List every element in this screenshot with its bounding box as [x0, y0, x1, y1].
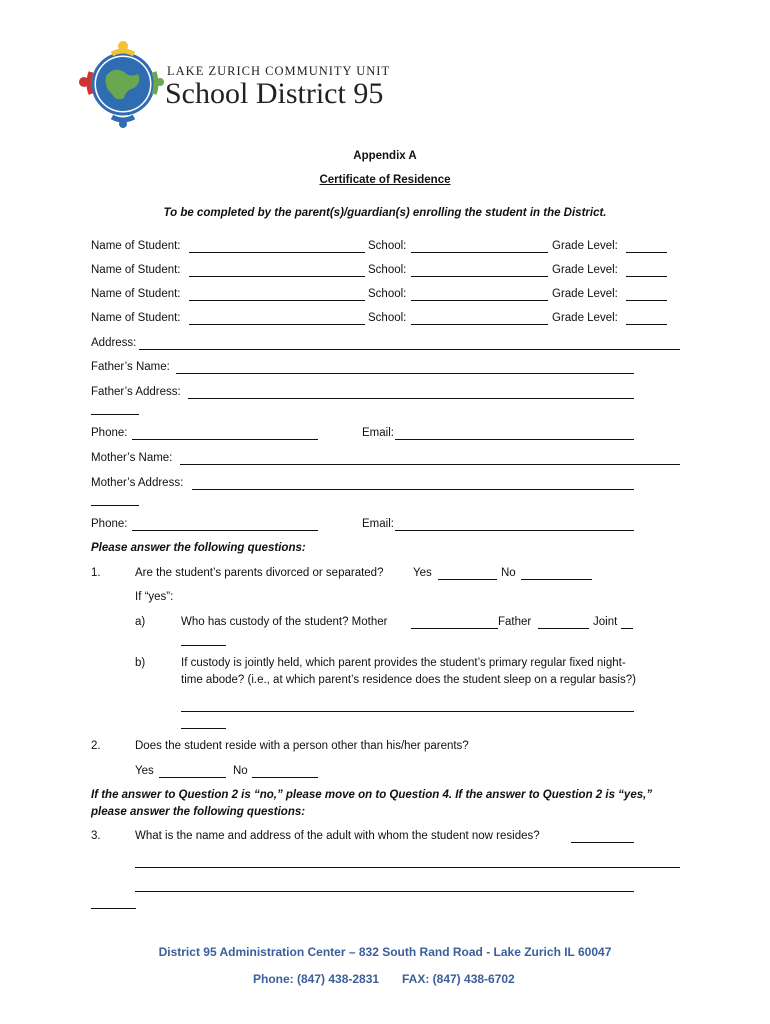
q1b-label: b) [135, 657, 146, 669]
appendix-title: Appendix A [353, 150, 417, 162]
q1-no-field[interactable] [521, 579, 592, 580]
instruction-text: To be completed by the parent(s)/guardian(s) enrolling the student in the District. [163, 207, 607, 219]
q1-yes-label: Yes [413, 567, 432, 579]
school-field[interactable] [411, 276, 548, 277]
q2-no-field[interactable] [252, 777, 318, 778]
if-yes-label: If “yes”: [135, 591, 174, 603]
q1-no-label: No [501, 567, 516, 579]
school-label: School: [368, 264, 407, 276]
student-name-field[interactable] [189, 276, 365, 277]
student-name-label: Name of Student: [91, 240, 181, 252]
school-field[interactable] [411, 300, 548, 301]
q3-text: What is the name and address of the adult with whom the student now resides? [135, 830, 540, 842]
grade-label: Grade Level: [552, 312, 618, 324]
joint-label: Joint [593, 616, 618, 628]
student-name-field[interactable] [189, 300, 365, 301]
q3-answer-line2[interactable] [135, 867, 680, 868]
q1-yes-field[interactable] [438, 579, 497, 580]
father-label: Father [498, 616, 532, 628]
q3-number: 3. [91, 830, 101, 842]
q2-text: Does the student reside with a person other than his/her parents? [135, 740, 469, 752]
father-phone-field[interactable] [132, 439, 318, 440]
logo-line1: LAKE ZURICH COMMUNITY UNIT [167, 64, 391, 78]
grade-field[interactable] [626, 300, 667, 301]
q1-text: Are the student’s parents divorced or separated? [135, 567, 384, 579]
mother-phone-field[interactable] [132, 530, 318, 531]
fathers-address-label: Father’s Address: [91, 386, 181, 398]
q1b-text-line1: If custody is jointly held, which parent provides the student’s primary regular fixed night- [181, 657, 626, 669]
joint-custody-field[interactable] [621, 628, 633, 629]
father-email-field[interactable] [395, 439, 634, 440]
q2-yes-label: Yes [135, 765, 154, 777]
q3-answer-line4[interactable] [91, 908, 136, 909]
mothers-name-label: Mother’s Name: [91, 452, 173, 464]
fathers-name-label: Father’s Name: [91, 361, 170, 373]
q3-answer-field[interactable] [571, 842, 634, 843]
mother-email-label: Email: [362, 518, 394, 530]
district-logo [76, 38, 166, 128]
footer-phone: Phone: (847) 438-2831 [253, 972, 380, 986]
school-label: School: [368, 288, 407, 300]
school-field[interactable] [411, 252, 548, 253]
grade-label: Grade Level: [552, 240, 618, 252]
mothers-address-field-continued[interactable] [91, 505, 139, 506]
q2-no-label: No [233, 765, 248, 777]
father-custody-field[interactable] [538, 628, 589, 629]
grade-label: Grade Level: [552, 288, 618, 300]
q1b-text-line2: time abode? (i.e., at which parent’s residence does the student sleep on a regular basis?) [181, 674, 636, 686]
mothers-address-label: Mother’s Address: [91, 477, 184, 489]
school-label: School: [368, 240, 407, 252]
mothers-name-field[interactable] [180, 464, 680, 465]
school-field[interactable] [411, 324, 548, 325]
q1b-answer-field[interactable] [181, 711, 634, 712]
school-label: School: [368, 312, 407, 324]
father-email-label: Email: [362, 427, 394, 439]
globe-people-icon [76, 38, 166, 128]
q2-yes-field[interactable] [159, 777, 226, 778]
custody-field-continued[interactable] [181, 645, 226, 646]
student-name-label: Name of Student: [91, 312, 181, 324]
student-name-field[interactable] [189, 252, 365, 253]
questions-heading: Please answer the following questions: [91, 542, 306, 554]
footer-address: District 95 Administration Center – 832 South Rand Road - Lake Zurich IL 60047 [158, 945, 612, 959]
student-name-label: Name of Student: [91, 288, 181, 300]
mother-phone-label: Phone: [91, 518, 128, 530]
mothers-address-field[interactable] [192, 489, 634, 490]
q1a-label: a) [135, 616, 146, 628]
mother-custody-field[interactable] [411, 628, 498, 629]
footer-fax: FAX: (847) 438-6702 [402, 972, 515, 986]
address-field[interactable] [139, 349, 680, 350]
grade-label: Grade Level: [552, 264, 618, 276]
logo-line2: School District 95 [165, 77, 384, 110]
grade-field[interactable] [626, 276, 667, 277]
address-label: Address: [91, 337, 137, 349]
father-phone-label: Phone: [91, 427, 128, 439]
instruction-note-line1: If the answer to Question 2 is “no,” please move on to Question 4. If the answer to Question 2 is “yes,” [91, 789, 653, 801]
grade-field[interactable] [626, 324, 667, 325]
student-name-field[interactable] [189, 324, 365, 325]
mother-email-field[interactable] [395, 530, 634, 531]
instruction-note-line2: please answer the following questions: [91, 806, 306, 818]
fathers-address-field[interactable] [188, 398, 634, 399]
fathers-address-field-continued[interactable] [91, 414, 139, 415]
certificate-title: Certificate of Residence [319, 174, 451, 186]
q1-number: 1. [91, 567, 101, 579]
q1b-answer-field-continued[interactable] [181, 728, 226, 729]
fathers-name-field[interactable] [176, 373, 634, 374]
student-name-label: Name of Student: [91, 264, 181, 276]
grade-field[interactable] [626, 252, 667, 253]
q2-number: 2. [91, 740, 101, 752]
q1a-text: Who has custody of the student? Mother [181, 616, 388, 628]
q3-answer-line3[interactable] [135, 891, 634, 892]
